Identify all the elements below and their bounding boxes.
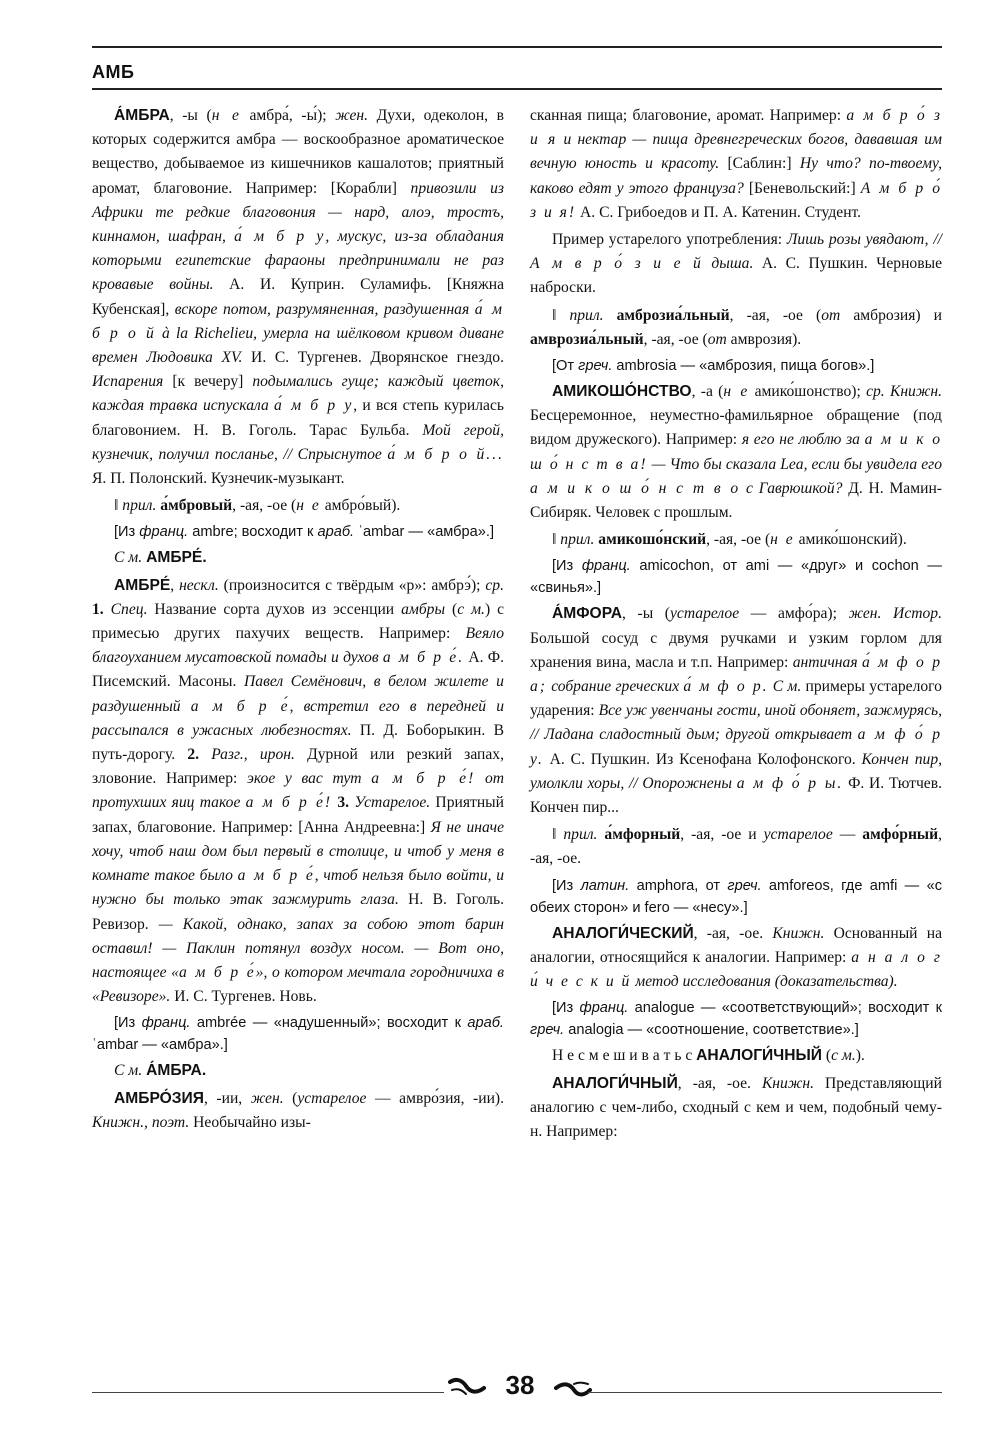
top-rule [92, 46, 942, 48]
etymology-ambra: [Из франц. ambre; восходит к араб. ʿambar — «амбра».] [114, 524, 494, 541]
entry-analogicheskii: АНАЛОГИ́ЧЕСКИЙ, -ая, -ое. Книжн. Основанный на аналогии, относящийся к аналогии. Например: а н а л о г и́ ч е с к и й метод исследования (доказательства). [530, 924, 943, 991]
footer-rule-right [588, 1392, 942, 1393]
left-column [92, 104, 504, 1138]
adj-amfornyi: ‖ прил. а́мфорный, -ая, -ое и устарелое — амфо́рный, -ая, -ое. [530, 826, 942, 868]
etymology-amikoshonstvo: [Из франц. amicochon, от ami — «друг» и cochon — «свинья».] [530, 558, 942, 597]
footer-rule-left [92, 1392, 444, 1393]
entry-ambroziya: АМБРО́ЗИЯ, -ии, жен. (устарелое — амвро́зия, -ии). Книжн., поэт. Необычайно изы- [92, 1089, 504, 1131]
etymology-amfora: [Из латин. amphora, от греч. amforeos, где amfi — «с обеих сторон» и fero — «несу».] [530, 877, 942, 916]
do-not-confuse-note: Н е с м е ш и в а т ь с АНАЛОГИ́ЧНЫЙ (с м.). [552, 1047, 865, 1065]
running-head: АМБ [92, 62, 135, 82]
see-also-ambre: С м. АМБРЕ́. [114, 549, 207, 567]
entry-amfora: А́МФОРА, -ы (устарелое — амфо́ра); жен. Истор. Большой сосуд с двумя ручками и узким горлом для хранения вина, масла и т.п. Например: античная а́ м ф о р а; собрание греческих а́ м ф о р. С м. примеры устарелого ударения: Все уж увенчаны гости, иной обоняет, зажмурясь, // Ладана сладостный дым; другой открывает а м ф о́ р у. А. С. Пушкин. Из Ксенофана Колофонского. Кончен пир, умолкли хоры, // Опорожнены а м ф о́ р ы. Ф. И. Тютчев. Кончен пир... [530, 605, 943, 817]
page-number: 38 [505, 1370, 535, 1400]
entry-amikoshonstvo: АМИКОШО́НСТВО, -а (н е амико́шонство); ср. Книжн. Бесцеремонное, неуместно-фамильярное обращение (под видом дружеского). Например: я его не люблю за а м и к о ш о́ н с т в а! — Что бы сказала Lea, если бы увидела его а м и к о ш о́ н с т в о с Гаврюшкой? Д. Н. Мамин-Сибиряк. Человек с прошлым. [530, 383, 943, 522]
entry-ambroziya-continued: сканная пища; благовоние, аромат. Например: а м б р о́ з и я и нектар — пища древнегреческих богов, дававшая им вечную юность и красоту. [Саблин:] Ну что? по-твоему, каково едят у этого француза? [Беневольский:] А м б р о́ з и я! А. С. Грибоедов и П. А. Катенин. Студент. [530, 107, 942, 221]
header-rule [92, 88, 942, 90]
etymology-analogicheskii: [Из франц. analogue — «соответствующий»; восходит к греч. analogia — «соотношение, соответствие».] [530, 1000, 942, 1039]
entry-ambra: А́МБРА, -ы (н е амбра́, -ы́); жен. Духи, одеколон, в которых содержится амбра — воскообразное ароматическое вещество, добываемое из кишечников кашалотов; приятный аромат, благовоние. Например: [Корабли] привозили из Африки те редкие благовония — нард, алоэ, тростъ, киннамон, шафран, а́ м б р у, мускус, из-за обладания которыми египетские фараоны предпринимали не раз кровавые войны. А. И. Куприн. Суламифь. [Княжна Кубенская], вскоре потом, разрумяненная, раздушенная а́ м б р о й à la Richelieu, умерла на шёлковом кривом диване времен Людовика XV. И. С. Тургенев. Дворянское гнездо. Испарения [к вечеру] подымались гуще; каждый цветок, каждая травка испускала а́ м б р у, и вся степь курилась благовонием. Н. В. Гоголь. Тарас Бульба. Мой герой, кузнечик, получил посланье, // Спрыснутое а́ м б р о й... Я. П. Полонский. Кузнечик-музыкант. [92, 107, 505, 488]
see-also-ambra: С м. А́МБРА. [114, 1062, 207, 1080]
swirl-ornament-left-icon [448, 1376, 486, 1400]
etymology-ambre: [Из франц. ambrée — «надушенный»; восходит к араб. ʿambar — «амбра».] [92, 1015, 504, 1054]
entry-ambre: АМБРЕ́, нескл. (произносится с твёрдым «р»: амбрэ́); ср. 1. Спец. Название сорта духов из эссенции амбры (с м.) с примесью других пахучих веществ. Например: Веяло благоуханием мусатовской помады и духов а м б р е́. А. Ф. Писемский. Масоны. Павел Семёнович, в белом жилете и раздушенный а м б р е́, встретил его в передней и рассыпался в ужасных любезностях. П. Д. Боборыкин. В путь-дорогу. 2. Разг., ирон. Дурной или резкий запах, зловоние. Например: экое у вас тут а м б р е́! от протухших яиц такое а м б р е́! 3. Устарелое. Приятный запах, благовоние. Например: [Анна Андреевна:] Я не иначе хочу, чтоб наш дом был первый в столице, и чтоб у меня в комнате такое было а м б р е́, чтоб нельзя было войти, и нужно бы только этак зажмурить глаза. Н. В. Гоголь. Ревизор. — Какой, однако, запах за собою этот барин оставил! — Паклин потянул воздух носом. — Вот оно, настоящее «а м б р е́», о котором мечтала городничиха в «Ревизоре». И. С. Тургенев. Новь. [92, 576, 505, 1006]
swirl-ornament-right-icon [554, 1376, 592, 1400]
obsolete-usage-example: Пример устарелого употребления: Лишь розы увядают, // А м в р о́ з и е й дыша. А. С. Пушкин. Черновые наброски. [530, 231, 942, 297]
entry-analogichnyi: АНАЛОГИ́ЧНЫЙ, -ая, -ое. Книжн. Представляющий аналогию с чем-либо, сходный с кем и чем, подобный чему-н. Например: [530, 1074, 942, 1140]
adj-ambrovyi: ‖ прил. а́мбровый, -ая, -ое (н е амбро́вый). [114, 497, 401, 515]
etymology-ambroziya: [От греч. ambrosia — «амброзия, пища богов».] [552, 358, 875, 375]
adj-ambrozialnyi: ‖ прил. амброзиа́льный, -ая, -ое (от амброзия) и амврозиа́льный, -ая, -ое (от амврозия). [530, 306, 942, 348]
adj-amikoshonskii: ‖ прил. амикошо́нский, -ая, -ое (н е амико́шонский). [552, 531, 907, 549]
page-footer [92, 1368, 942, 1408]
right-column [530, 104, 942, 1147]
